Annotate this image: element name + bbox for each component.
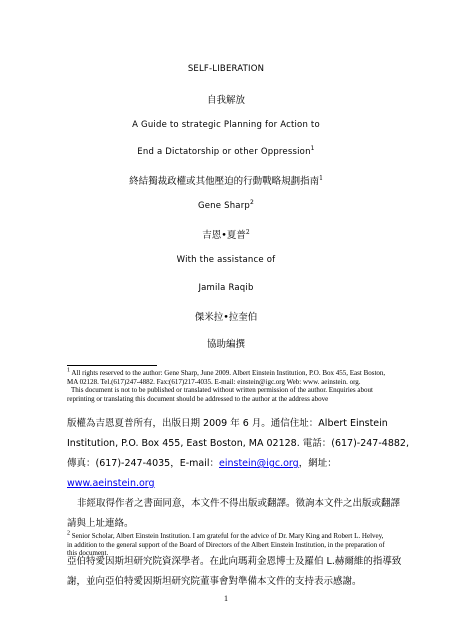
- footnote-ref-2-zh: 2: [245, 228, 250, 236]
- footnote-2-zh: [67, 552, 402, 592]
- subtitle-zh-text: 終結獨裁政權或其他壓迫的行動戰略規劃指南: [129, 176, 320, 187]
- assistant-en: Jamila Raqib: [198, 283, 254, 293]
- translation-line-3-prefix: 傳真：(617)-247-4035，E-mail：: [67, 458, 219, 469]
- translation-line-2: Institution, P.O. Box 455, East Boston, MA 02128. 電話：(617)-247-4882,: [67, 438, 409, 449]
- assistant-zh: 傑米拉•拉奎伯: [194, 312, 258, 323]
- title-zh: 自我解放: [206, 95, 245, 106]
- footnote-ref-1-zh: 1: [319, 174, 323, 182]
- subtitle-line-2-text: End a Dictatorship or other Oppression: [137, 147, 311, 157]
- footnote-1-notice: This document is not to be published or translated without written permission of the author. Enquiries about reprinting or translating this document should be addressed to the author at the address above: [67, 386, 373, 403]
- translation-note: [67, 414, 409, 534]
- assistant-role-zh: 協助編撰: [206, 339, 245, 350]
- footnote-1-text: All rights reserved to the author: Gene Sharp, June 2009. Albert Einstein Institution, P.O. Box 455, East Boston, MA 02128. Tel.(617)247-4882. Fax:(617)217-4035. E-mail: einstein@igc.org Web: www. aeinstein. org.: [67, 369, 386, 386]
- footnote-separator: [67, 365, 157, 366]
- subtitle-zh: [0, 173, 452, 187]
- translation-line-3: [67, 454, 392, 474]
- translation-line-3-suffix: ，網址：: [298, 458, 337, 469]
- subtitle-line-2: [0, 147, 452, 157]
- author-zh: [0, 227, 452, 241]
- footnote-ref-2: 2: [250, 199, 255, 207]
- title-en: SELF-LIBERATION: [187, 64, 265, 74]
- footnote-2-zh-line-2: 謝，並向亞伯特愛因斯坦研究院董事會對準備本文件的支持表示感謝。: [67, 576, 362, 587]
- page-number: 1: [224, 594, 228, 603]
- translation-line-5: 非經取得作者之書面同意，本文件不得出版或翻譯。徵詢本文件之出版或翻譯: [77, 498, 401, 509]
- assistance-label: With the assistance of: [176, 255, 276, 265]
- footnote-2-zh-line-1: 亞伯特愛因斯坦研究院資深學者。在此向瑪莉金恩博士及羅伯 L.赫爾維的指導致: [67, 556, 402, 567]
- email-link[interactable]: einstein@igc.org: [219, 458, 299, 469]
- translation-line-1: 版權為吉恩夏普所有，出版日期 2009 年 6 月。通信住址：Albert Einstein: [67, 418, 388, 429]
- translation-line-4: [67, 474, 392, 494]
- footnote-ref-1: 1: [310, 145, 315, 153]
- author-en: [0, 201, 452, 211]
- footnote-2-mark: 2: [67, 530, 70, 537]
- author-zh-text: 吉恩•夏普: [202, 230, 246, 241]
- translation-line-6: 請與上址連絡。: [67, 518, 134, 529]
- subtitle-line-1: A Guide to strategic Planning for Action to: [132, 120, 320, 130]
- footnote-2-text: Senior Scholar, Albert Einstein Institution. I am grateful for the advice of Dr. Mary King and Robert L. Helvey, in addition to the general support of the Board of Directors of the Albert Einstein Institution, in the preparation of this document.: [67, 532, 385, 557]
- footnote-1-mark: 1: [67, 367, 70, 374]
- website-link[interactable]: www.aeinstein.org: [67, 478, 155, 489]
- author-en-text: Gene Sharp: [197, 201, 250, 211]
- footnote-1: [67, 369, 387, 403]
